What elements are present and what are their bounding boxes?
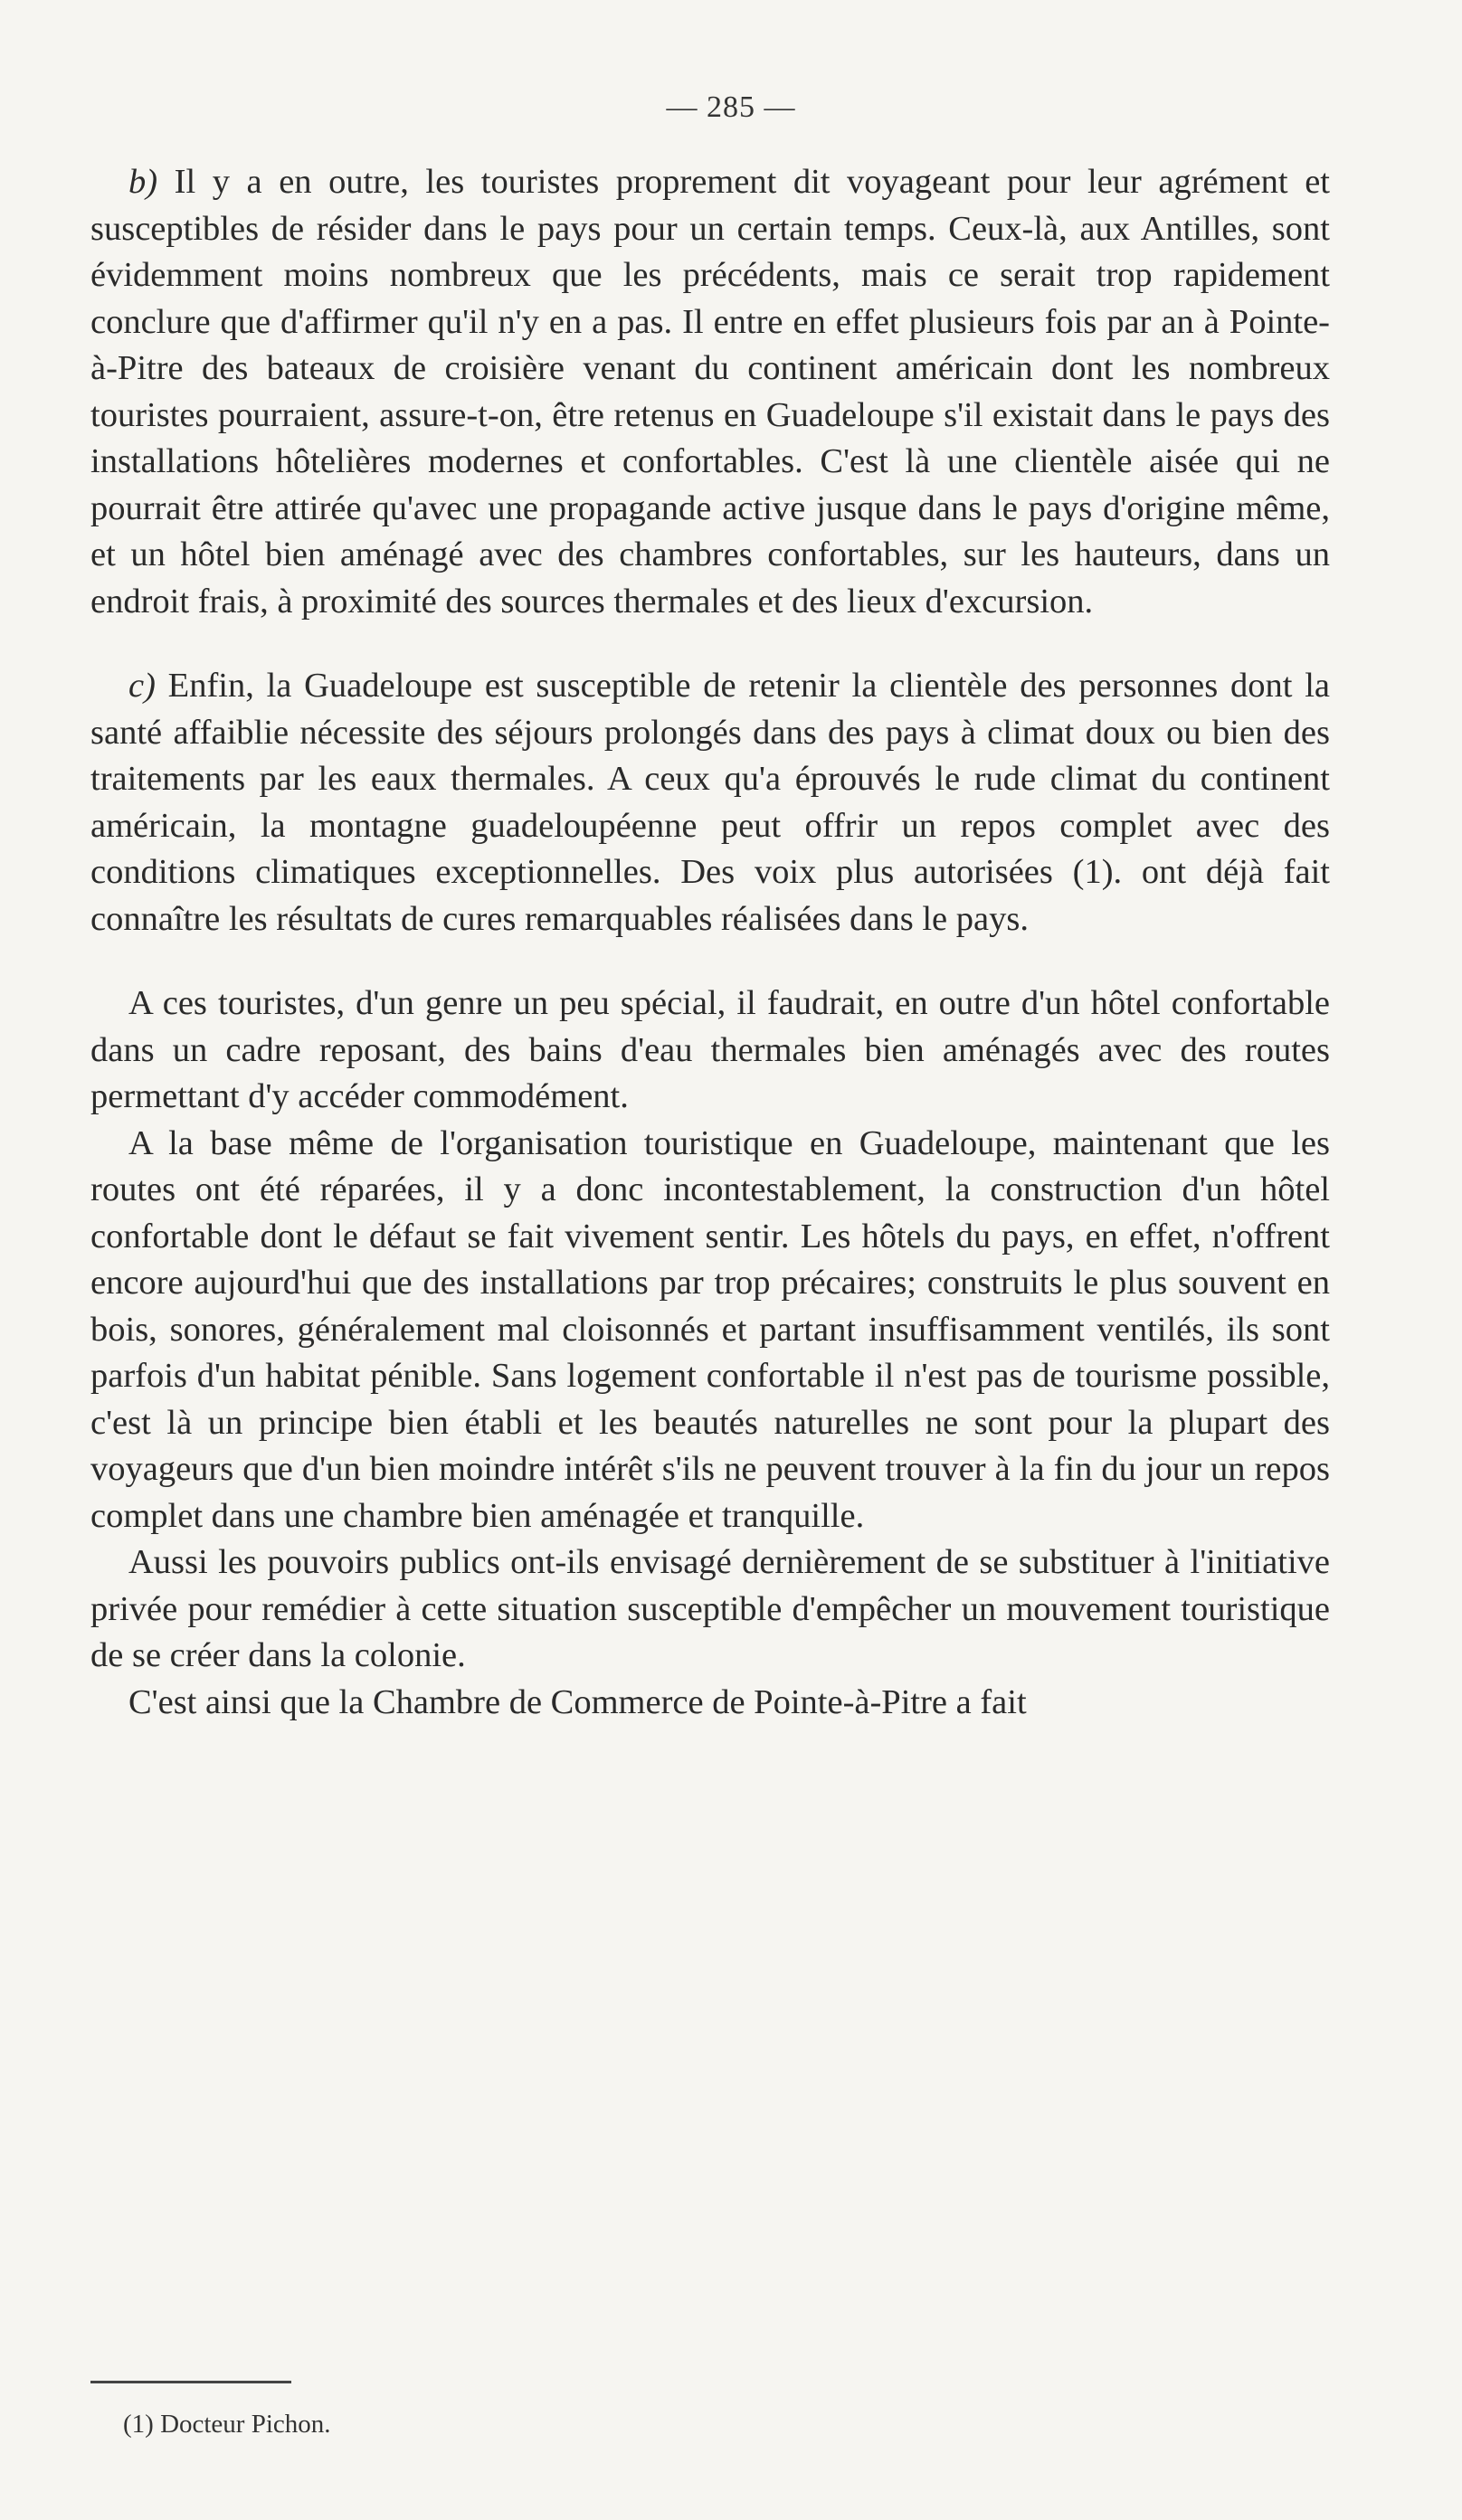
paragraph-text: Il y a en outre, les touristes proprement dit voyageant pour leur agrément et susceptibles de résider dans le pays pour un certain temps. Ceux-là, aux Antilles, sont évidemment moins nombreux que les précédents, mais ce serait trop rapidement conclure que d'affirmer qu'il n'y en a pas. Il entre en effet plusieurs fois par an à Pointe-à-Pitre des bateaux de croisière venant du continent américain dont les nombreux touristes pourraient, assure-t-on, être retenus en Guadeloupe s'il existait dans le pays des installations hôtelières modernes et confortables. C'est là une clientèle aisée qui ne pourrait être attirée qu'avec une propagande active jusque dans le pays d'origine même, et un hôtel bien aménagé avec des chambres confortables, sur les hauteurs, dans un endroit frais, à proximité des sources thermales et des lieux d'excursion. [90, 163, 1330, 621]
paragraph-text: Enfin, la Guadeloupe est susceptible de retenir la clientèle des personnes dont la santé affaiblie nécessite des séjours prolongés dans des pays à climat doux ou bien des traitements par les eaux thermales. A ceux qu'a éprouvés le rude climat du continent américain, la montagne guadeloupéenne peut offrir un repos complet avec des conditions climatiques exceptionnelles. Des voix plus autorisées (1). ont déjà fait connaître les résultats de cures remarquables réalisées dans le pays. [90, 667, 1330, 938]
paragraph-label: b) [128, 163, 158, 201]
body-text [90, 159, 1330, 1726]
page-number: — 285 — [666, 90, 796, 124]
paragraph: Aussi les pouvoirs publics ont-ils envisagé dernièrement de se substituer à l'initiative privée pour remédier à cette situation susceptible d'empêcher un mouvement touristique de se créer dans la colonie. [90, 1543, 1330, 1674]
paragraph-label: c) [128, 667, 156, 705]
paragraph: A ces touristes, d'un genre un peu spécial, il faudrait, en outre d'un hôtel confortable dans un cadre reposant, des bains d'eau thermales bien aménagés avec des routes permettant d'y accéder commodément. [90, 984, 1330, 1115]
paragraph: A la base même de l'organisation touristique en Guadeloupe, maintenant que les routes ont été réparées, il y a donc incontestablement, la construction d'un hôtel confortable dont le défaut se fait vivement sentir. Les hôtels du pays, en effet, n'offrent encore aujourd'hui que des installations par trop précaires; construits le plus souvent en bois, sonores, généralement mal cloisonnés et partant insuffisamment ventilés, ils sont parfois d'un habitat pénible. Sans logement confortable il n'est pas de tourisme possible, c'est là un principe bien établi et les beautés naturelles ne sont pour la plupart des voyageurs que d'un bien moindre intérêt s'ils ne peuvent trouver à la fin du jour un repos complet dans une chambre bien aménagée et tranquille. [90, 1123, 1330, 1535]
footnote: (1) Docteur Pichon. [123, 2410, 331, 2439]
paragraph-c [90, 663, 1330, 943]
footnote-divider [90, 2381, 291, 2383]
paragraph-b [90, 159, 1330, 625]
paragraph: C'est ainsi que la Chambre de Commerce de Pointe-à-Pitre a fait [128, 1682, 1027, 1721]
